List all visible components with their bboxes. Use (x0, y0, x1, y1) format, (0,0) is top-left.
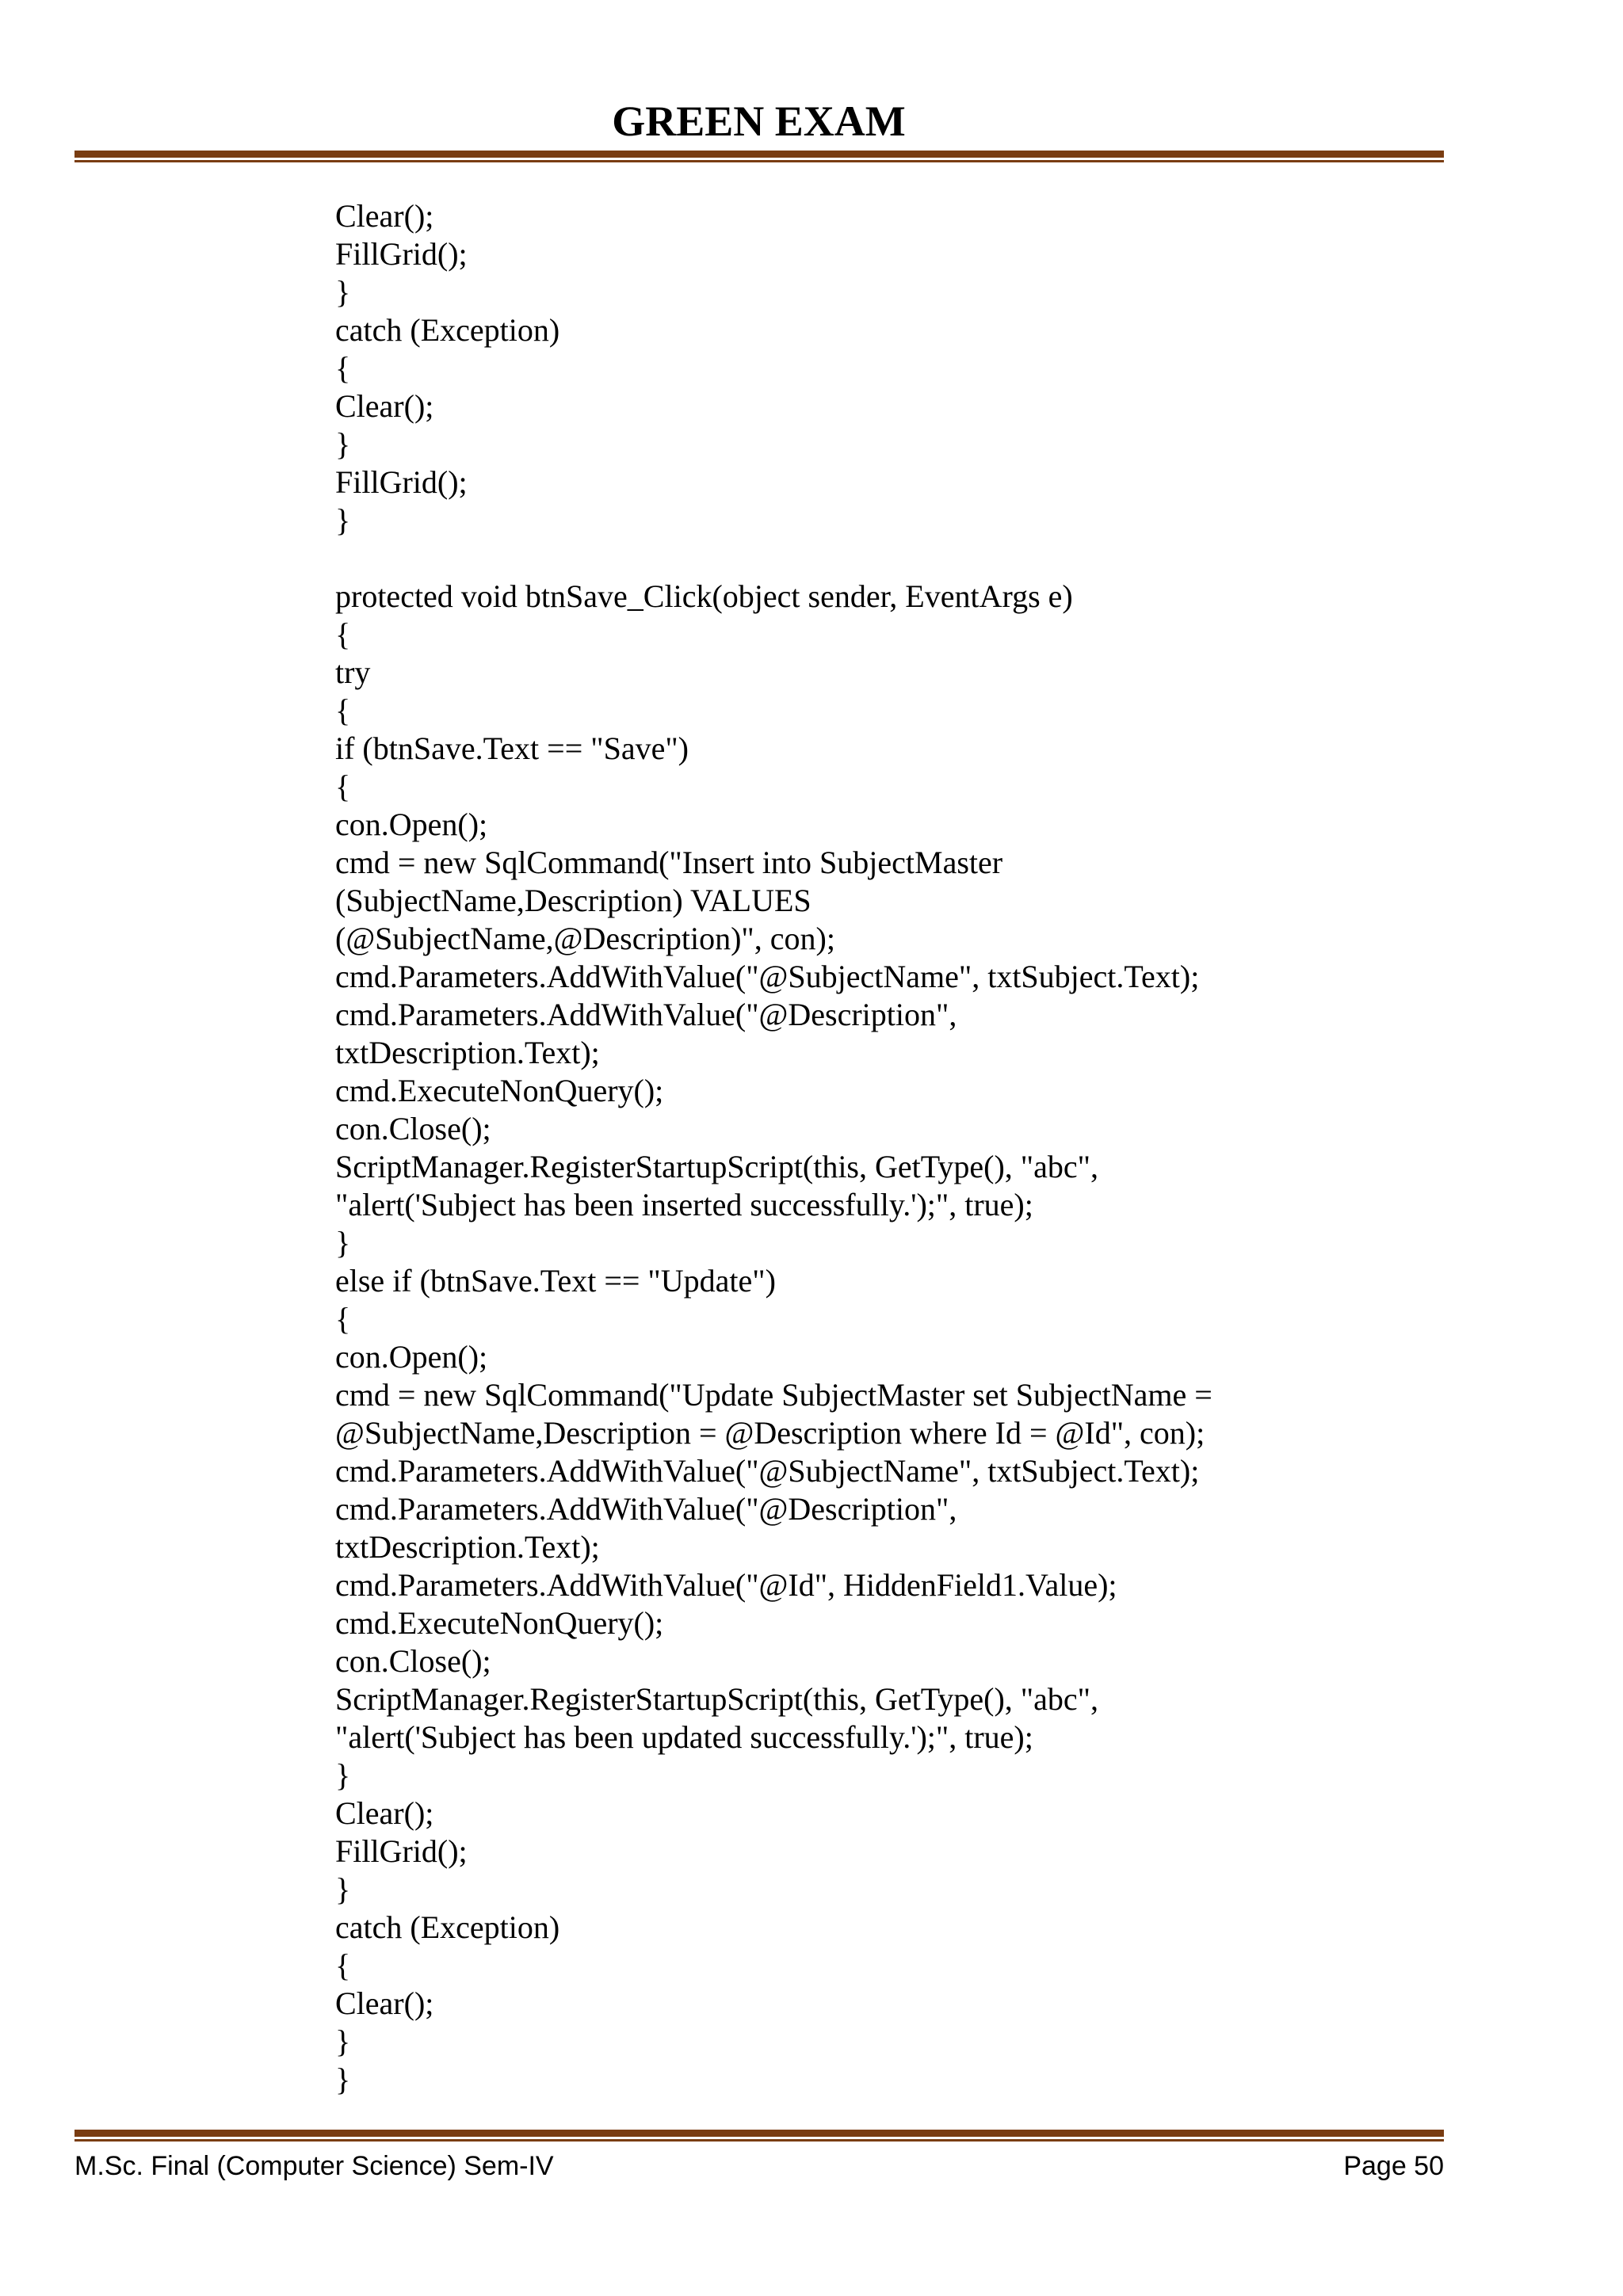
code-line: FillGrid(); (335, 464, 468, 500)
code-line: } (335, 2023, 351, 2059)
code-line: } (335, 1757, 351, 1793)
code-line: } (335, 426, 351, 462)
code-line: try (335, 654, 371, 690)
code-line: con.Close(); (335, 1111, 491, 1146)
code-line: else if (btnSave.Text == "Update") (335, 1263, 776, 1299)
code-line: catch (Exception) (335, 312, 560, 348)
code-line: cmd = new SqlCommand("Update SubjectMaster set SubjectName = (335, 1377, 1212, 1413)
code-line: catch (Exception) (335, 1909, 560, 1945)
code-line: { (335, 769, 351, 804)
code-line: FillGrid(); (335, 1833, 468, 1869)
code-line: } (335, 502, 351, 538)
code-line: cmd.Parameters.AddWithValue("@Id", HiddenField1.Value); (335, 1567, 1117, 1603)
page-title: GREEN EXAM (612, 97, 906, 145)
code-line: Clear(); (335, 1795, 434, 1831)
code-line: "alert('Subject has been updated successfully.');", true); (335, 1719, 1033, 1755)
code-line: if (btnSave.Text == "Save") (335, 730, 689, 766)
code-line: (@SubjectName,@Description)", con); (335, 921, 835, 956)
code-line (335, 540, 1461, 578)
footer-course: M.Sc. Final (Computer Science) Sem-IV (74, 2151, 554, 2181)
code-line: @SubjectName,Description = @Description where Id = @Id", con); (335, 1415, 1205, 1451)
code-line: Clear(); (335, 198, 434, 234)
code-line: cmd.ExecuteNonQuery(); (335, 1605, 664, 1641)
code-line: txtDescription.Text); (335, 1529, 600, 1565)
code-line: } (335, 1871, 351, 1907)
header-rule (74, 151, 1444, 162)
code-line: "alert('Subject has been inserted successfully.');", true); (335, 1187, 1033, 1222)
code-line: ScriptManager.RegisterStartupScript(this, GetType(), "abc", (335, 1681, 1098, 1717)
code-line: { (335, 1301, 351, 1337)
code-line: (SubjectName,Description) VALUES (335, 883, 812, 918)
footer-rule (74, 2130, 1444, 2142)
code-block (335, 197, 1461, 2099)
code-line: cmd.ExecuteNonQuery(); (335, 1073, 664, 1108)
code-line: con.Open(); (335, 807, 488, 842)
code-line: { (335, 1947, 351, 1983)
code-line: Clear(); (335, 1985, 434, 2021)
code-line: cmd.Parameters.AddWithValue("@Description", (335, 1491, 957, 1527)
code-line: { (335, 350, 351, 386)
code-line: cmd.Parameters.AddWithValue("@Description", (335, 997, 957, 1032)
code-line: ScriptManager.RegisterStartupScript(this, GetType(), "abc", (335, 1149, 1098, 1184)
code-line: txtDescription.Text); (335, 1035, 600, 1070)
code-line: cmd = new SqlCommand("Insert into SubjectMaster (335, 845, 1003, 880)
code-line: cmd.Parameters.AddWithValue("@SubjectName", txtSubject.Text); (335, 1453, 1200, 1489)
code-line: } (335, 1225, 351, 1261)
code-line: cmd.Parameters.AddWithValue("@SubjectName", txtSubject.Text); (335, 959, 1200, 994)
code-line: } (335, 274, 351, 310)
code-line: FillGrid(); (335, 236, 468, 272)
code-line: } (335, 2061, 351, 2097)
code-line: { (335, 692, 351, 728)
footer-page-number: Page 50 (1343, 2151, 1444, 2181)
code-line: { (335, 616, 351, 652)
code-line: con.Open(); (335, 1339, 488, 1375)
code-line: Clear(); (335, 388, 434, 424)
code-line: con.Close(); (335, 1643, 491, 1679)
code-line: protected void btnSave_Click(object sender, EventArgs e) (335, 578, 1073, 614)
